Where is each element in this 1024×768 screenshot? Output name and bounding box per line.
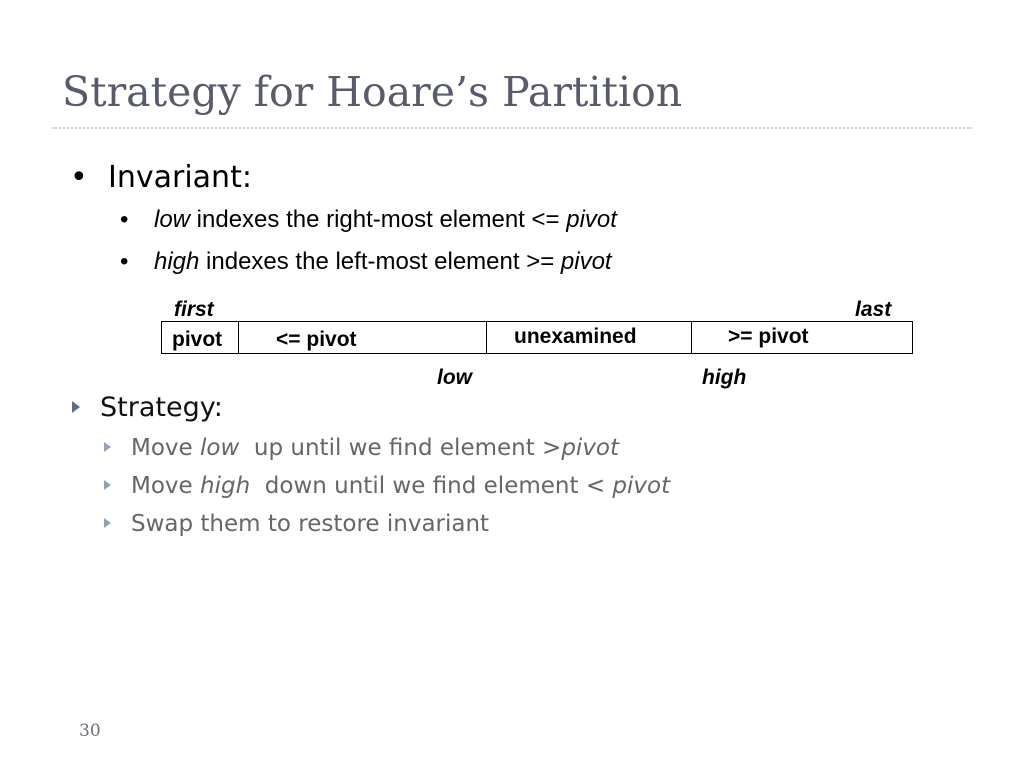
step-text: Move [131, 435, 200, 461]
strategy-heading [72, 392, 223, 423]
bullet-icon: • [120, 206, 129, 233]
ref-pivot: pivot [566, 206, 617, 233]
cell-ge-pivot: >= pivot [728, 325, 809, 348]
step-text: Move [131, 473, 200, 499]
cell-pivot: pivot [172, 328, 223, 351]
triangle-bullet-icon [104, 518, 111, 528]
low-marker: low [437, 366, 472, 389]
step-text: down until we find element < [250, 473, 613, 499]
partition-array [161, 321, 913, 354]
strategy-heading-text: Strategy: [100, 392, 223, 423]
cell-separator [486, 322, 487, 353]
bullet-icon: • [70, 160, 88, 195]
strategy-step-1 [104, 435, 619, 461]
var-high: high [200, 473, 251, 499]
first-label: first [174, 298, 214, 321]
invariant-text: indexes the right-most element <= [190, 206, 567, 233]
cell-unexamined: unexamined [514, 325, 637, 348]
page-number: 30 [79, 721, 101, 741]
triangle-bullet-icon [72, 401, 80, 413]
bullet-icon: • [120, 248, 129, 275]
triangle-bullet-icon [104, 480, 111, 490]
slide-title: Strategy for Hoare’s Partition [62, 68, 683, 116]
invariant-item-high [120, 248, 612, 276]
ref-pivot: pivot [561, 435, 620, 461]
cell-separator [238, 322, 239, 353]
title-divider [52, 127, 972, 129]
step-text: Swap them to restore invariant [131, 511, 490, 537]
ref-pivot: pivot [612, 473, 671, 499]
cell-le-pivot: <= pivot [276, 328, 357, 351]
var-high: high [154, 248, 200, 275]
invariant-text: indexes the left-most element >= [199, 248, 561, 275]
invariant-heading [70, 160, 252, 195]
strategy-step-3 [104, 511, 489, 537]
var-low: low [154, 206, 191, 233]
cell-separator [691, 322, 692, 353]
high-marker: high [702, 366, 747, 389]
invariant-heading-text: Invariant: [108, 160, 252, 195]
var-low: low [200, 435, 240, 461]
step-text: up until we find element > [239, 435, 562, 461]
invariant-item-low [120, 206, 617, 234]
last-label: last [855, 298, 892, 321]
strategy-step-2 [104, 473, 670, 499]
triangle-bullet-icon [104, 442, 111, 452]
ref-pivot: pivot [560, 248, 612, 275]
